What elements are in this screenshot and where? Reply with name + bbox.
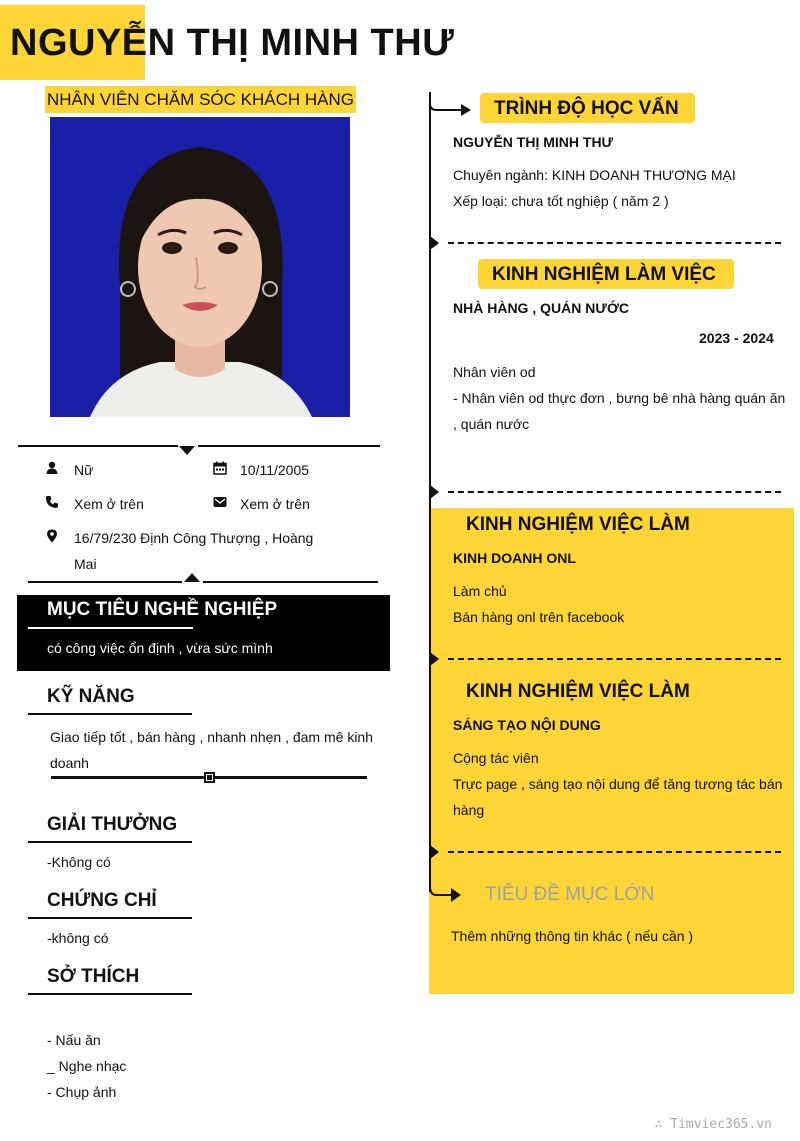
candidate-name: NGUYỄN THỊ MINH THƯ	[10, 22, 455, 64]
phone-value: Xem ở trên	[74, 496, 144, 512]
experience-company: NHÀ HÀNG , QUÁN NƯỚC	[453, 300, 629, 316]
awards-title: GIẢI THƯỞNG	[47, 814, 178, 835]
education-major: Chuyên ngành: KINH DOANH THƯƠNG MẠI	[453, 167, 736, 183]
experience-period: 2023 - 2024	[699, 330, 774, 346]
timeline-marker	[430, 845, 439, 859]
timeline-marker	[430, 652, 439, 666]
divider	[28, 581, 182, 583]
user-icon	[45, 461, 59, 475]
job2-company: SÁNG TẠO NỘI DUNG	[453, 717, 601, 733]
email-icon	[213, 495, 227, 509]
experience-role: Nhân viên od	[453, 364, 536, 380]
other-title: TIÊU ĐỀ MỤC LỚN	[485, 884, 655, 905]
experience-title: KINH NGHIỆM LÀM VIỆC	[492, 264, 716, 285]
email-value: Xem ở trên	[240, 496, 310, 512]
job2-title: KINH NGHIỆM VIỆC LÀM	[466, 681, 690, 702]
timeline-marker	[430, 236, 439, 250]
experience-description: - Nhân viên od thực đơn , bưng bê nhà hàng quán ăn , quán nước	[453, 390, 786, 432]
divider	[203, 581, 378, 583]
job1-role: Làm chủ	[453, 583, 507, 599]
education-school: NGUYỄN THỊ MINH THƯ	[453, 134, 614, 150]
divider	[198, 445, 380, 447]
skills-text: Giao tiếp tốt , bán hàng , nhanh nhẹn , đam mê kinh doanh	[50, 729, 373, 771]
objective-title-underline	[28, 627, 193, 629]
divider-marker	[179, 446, 195, 455]
location-icon	[45, 529, 59, 543]
job1-company: KINH DOANH ONL	[453, 550, 576, 566]
divider-marker	[184, 573, 200, 582]
hobby-item: - Chụp ảnh	[47, 1084, 117, 1100]
skill-level-handle	[204, 772, 215, 783]
section-separator	[448, 242, 781, 244]
gender-value: Nữ	[74, 462, 94, 478]
timeline-arrow-icon	[429, 875, 463, 909]
divider	[18, 445, 178, 447]
awards-text: -Không có	[47, 854, 111, 870]
education-grade: Xếp loại: chưa tốt nghiệp ( năm 2 )	[453, 193, 669, 209]
job2-description: Trực page , sáng tạo nội dung để tăng tương tác bán hàng	[453, 776, 783, 818]
hobby-item: - Nấu ăn	[47, 1032, 101, 1048]
skills-title-underline	[28, 713, 192, 715]
certificates-title-underline	[28, 917, 192, 919]
job2-role: Cộng tác viên	[453, 750, 539, 766]
phone-icon	[45, 495, 59, 509]
objective-text: có công việc ổn định , vừa sức mình	[47, 640, 273, 656]
birthday-value: 10/11/2005	[240, 462, 310, 478]
timeline-arrow-icon	[429, 92, 473, 122]
profile-photo	[50, 117, 350, 417]
section-separator	[448, 491, 781, 493]
timeline-marker	[430, 485, 439, 499]
section-separator	[448, 851, 781, 853]
education-title: TRÌNH ĐỘ HỌC VẤN	[494, 98, 679, 119]
job-position: NHÂN VIÊN CHĂM SÓC KHÁCH HÀNG	[45, 86, 356, 113]
address-value: 16/79/230 Định Công Thượng , Hoàng Mai	[74, 530, 314, 572]
skills-title: KỸ NĂNG	[47, 686, 135, 707]
job1-title: KINH NGHIỆM VIỆC LÀM	[466, 514, 690, 535]
other-text: Thêm những thông tin khác ( nếu cần )	[451, 928, 694, 944]
certificates-title: CHỨNG CHỈ	[47, 890, 157, 911]
hobbies-title: SỞ THÍCH	[47, 966, 140, 987]
hobby-item: _ Nghe nhạc	[47, 1058, 127, 1074]
certificates-text: -không có	[47, 930, 109, 946]
awards-title-underline	[28, 841, 192, 843]
hobbies-title-underline	[28, 993, 192, 995]
watermark: ∴ Timviec365.vn	[654, 1117, 772, 1132]
job1-description: Bán hàng onl trên facebook	[453, 609, 625, 625]
calendar-icon	[213, 461, 227, 475]
objective-title: MỤC TIÊU NGHỀ NGHIỆP	[47, 599, 278, 620]
section-separator	[448, 658, 781, 660]
